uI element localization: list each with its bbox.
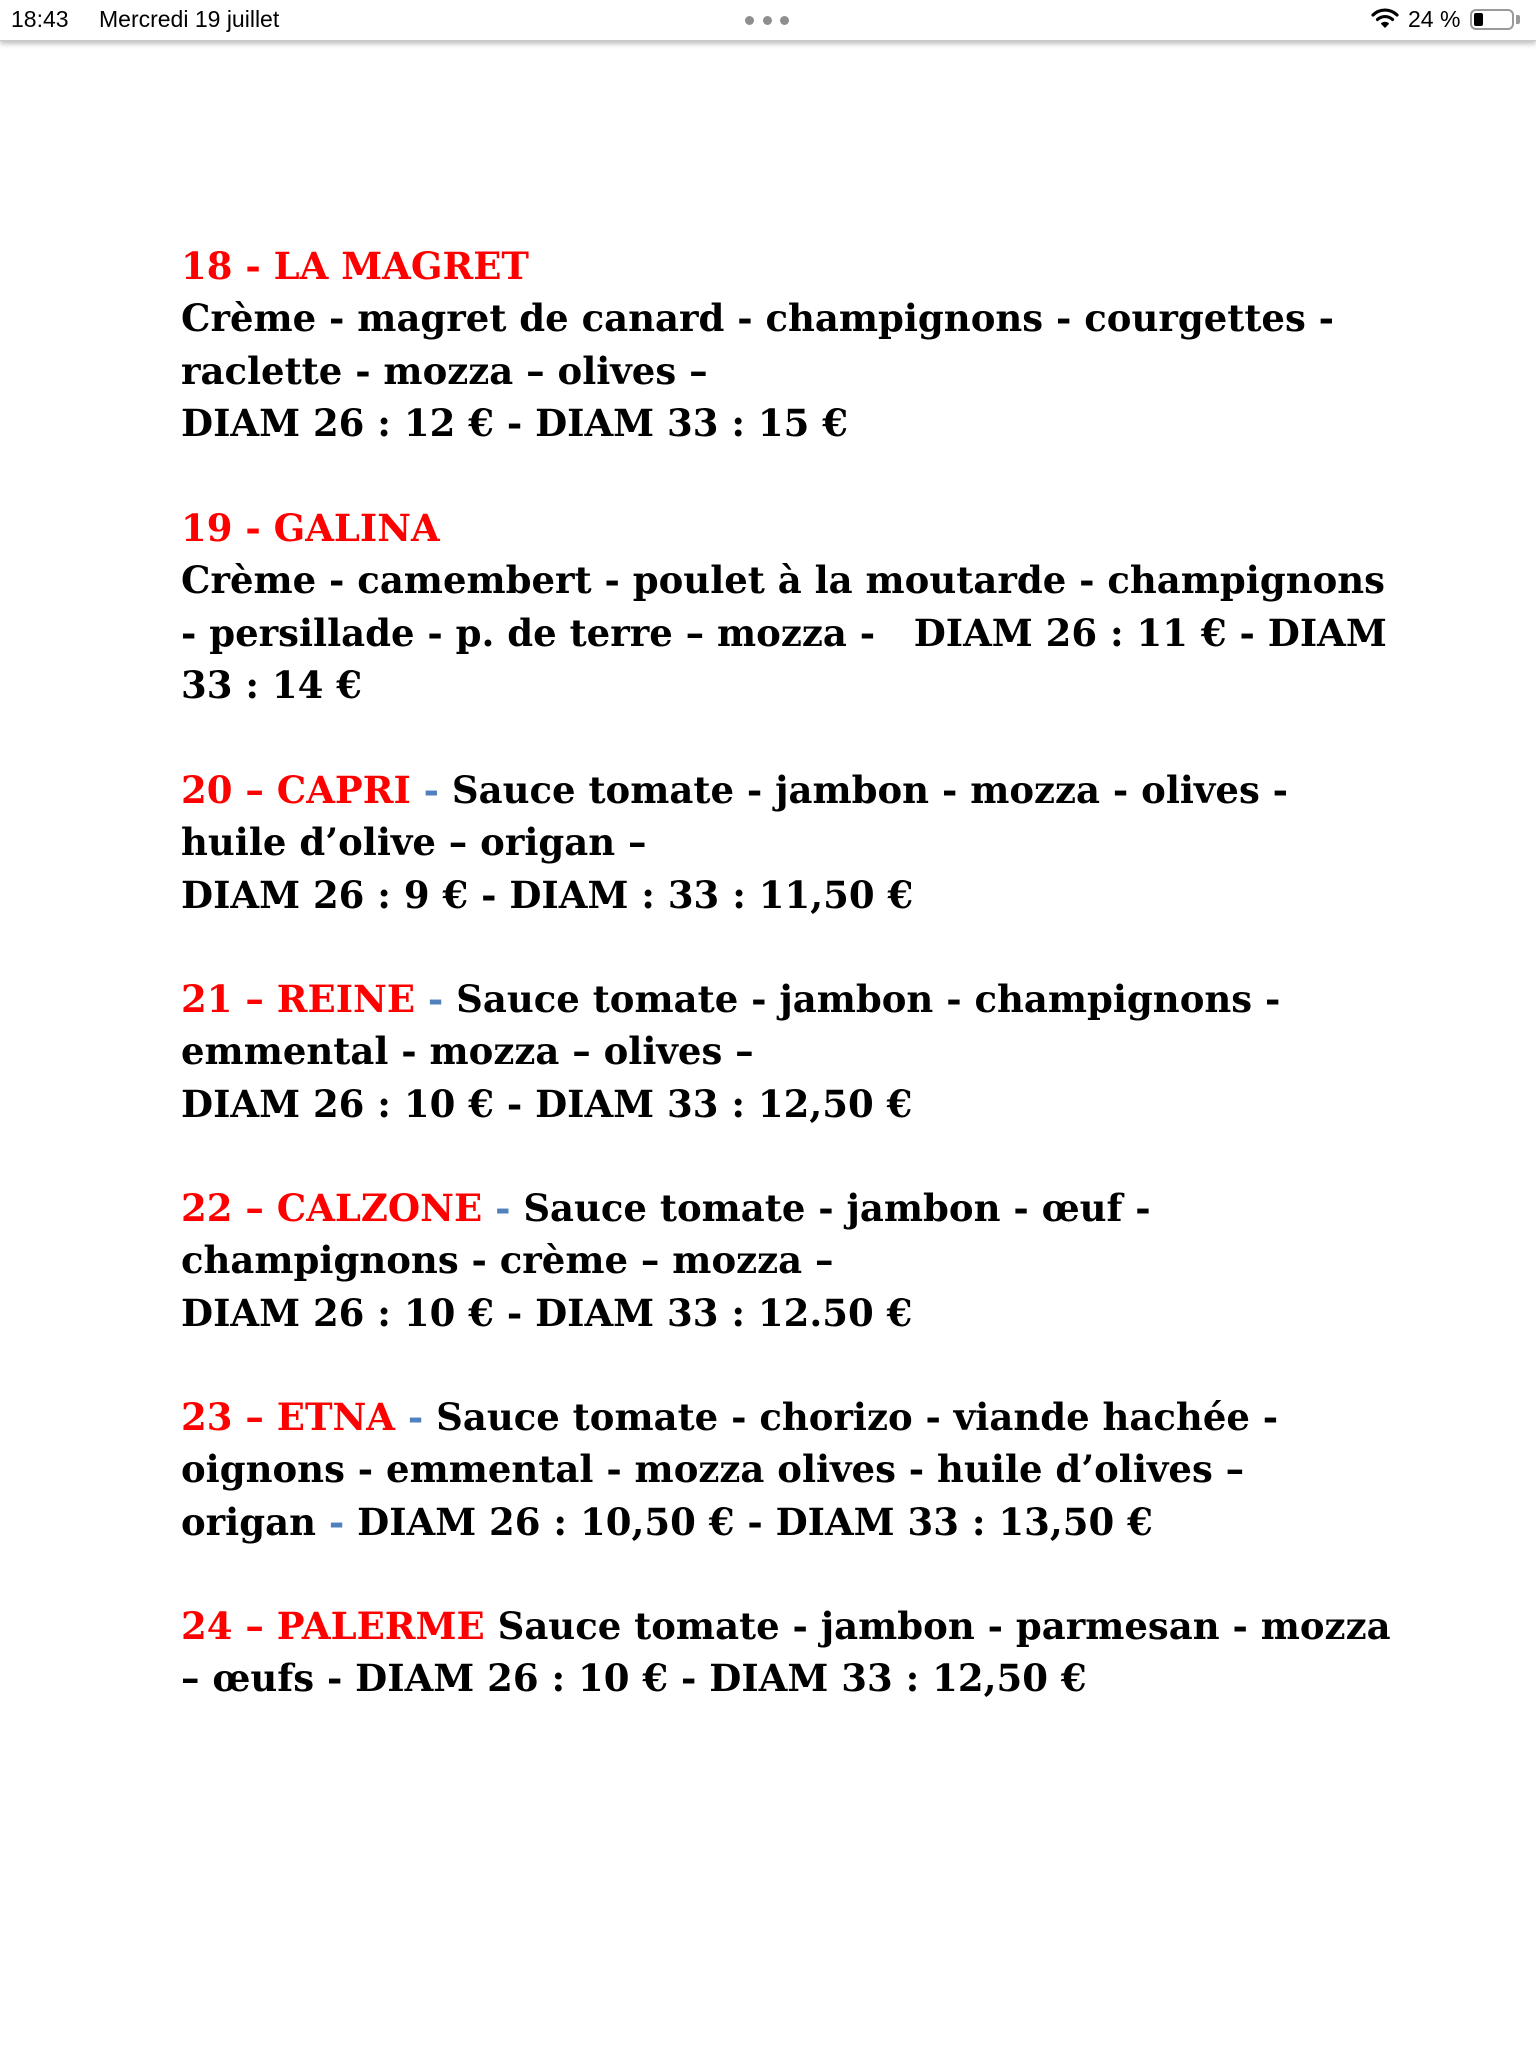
menu-item-price: 33 : 14 € [181, 662, 363, 707]
menu-item-line: Sauce tomate - chorizo - viande hachée - [436, 1395, 1279, 1439]
menu-item-line: Sauce tomate - jambon - champignons - [456, 977, 1281, 1021]
menu-item-line: champignons - crème – mozza – [181, 1238, 834, 1283]
menu-item-price-line [181, 1496, 1381, 1548]
menu-item-line: Sauce tomate - jambon - parmesan - mozza [484, 1604, 1391, 1648]
status-date: Mercredi 19 juillet [99, 6, 280, 32]
menu-item-line: Crème - magret de canard - champignons - courgettes - [181, 296, 1335, 341]
menu-item-calzone [181, 1182, 1381, 1339]
menu-item-title: 18 - LA MAGRET [181, 244, 529, 288]
menu-item-title: 20 – CAPRI [181, 768, 411, 812]
menu-item-first-line [181, 973, 1381, 1025]
battery-fill [1474, 13, 1483, 26]
menu-item-title: 21 – REINE [181, 977, 416, 1021]
menu-item-price: DIAM 26 : 10 € - DIAM 33 : 12.50 € [181, 1290, 913, 1335]
menu-item-reine [181, 973, 1381, 1130]
menu-item-la-magret [181, 240, 1381, 449]
menu-item-line: emmental - mozza – olives – [181, 1029, 754, 1074]
menu-item-separator: - [395, 1395, 437, 1439]
menu-item-first-line [181, 1600, 1391, 1652]
menu-item-etna [181, 1391, 1381, 1548]
menu-item-separator: - [482, 1186, 524, 1230]
status-bar [0, 0, 1536, 41]
menu-item-title: 23 – ETNA [181, 1395, 396, 1439]
menu-item-separator: - [415, 977, 457, 1021]
menu-item-capri [181, 764, 1381, 921]
menu-item-line: origan [181, 1499, 316, 1544]
menu-item-line: Crème - camembert - poulet à la moutarde - champignons [181, 558, 1386, 603]
wifi-icon [1371, 7, 1399, 29]
menu-item-line: Sauce tomate - jambon - mozza - olives - [451, 768, 1289, 812]
menu-item-line: - persillade - p. de terre – mozza - DIAM 26 : 11 € - DIAM [181, 610, 1387, 655]
menu-item-title: 22 – CALZONE [181, 1186, 483, 1230]
multitask-dots-icon[interactable] [745, 16, 789, 26]
menu-item-palerme [181, 1600, 1391, 1705]
battery-icon [1470, 9, 1514, 30]
menu-item-line: raclette - mozza – olives – [181, 348, 708, 393]
menu-item-separator: - [315, 1499, 358, 1544]
battery-percent: 24 % [1408, 6, 1461, 32]
menu-item-separator: - [410, 768, 452, 812]
menu-item-price: DIAM 26 : 10,50 € - DIAM 33 : 13,50 € [357, 1499, 1153, 1544]
menu-item-title: 19 - GALINA [181, 506, 440, 550]
menu-item-first-line [181, 1182, 1381, 1234]
menu-item-line: oignons - emmental - mozza olives - huile d’olives – [181, 1447, 1245, 1492]
menu-item-title: 24 – PALERME [181, 1604, 485, 1648]
menu-item-price: DIAM 26 : 10 € - DIAM 33 : 12,50 € [181, 1081, 913, 1126]
menu-item-first-line [181, 764, 1381, 816]
status-time: 18:43 [11, 6, 69, 32]
menu-item-first-line [181, 1391, 1381, 1443]
menu-item-price: – œufs - DIAM 26 : 10 € - DIAM 33 : 12,50 € [181, 1656, 1087, 1701]
menu-item-price: DIAM 26 : 9 € - DIAM : 33 : 11,50 € [181, 872, 914, 917]
menu-item-line: Sauce tomate - jambon - œuf - [523, 1186, 1151, 1230]
menu-item-price: DIAM 26 : 12 € - DIAM 33 : 15 € [181, 400, 849, 445]
menu-item-line: huile d’olive – origan – [181, 820, 647, 865]
menu-item-galina [181, 502, 1387, 711]
battery-cap [1516, 15, 1520, 24]
